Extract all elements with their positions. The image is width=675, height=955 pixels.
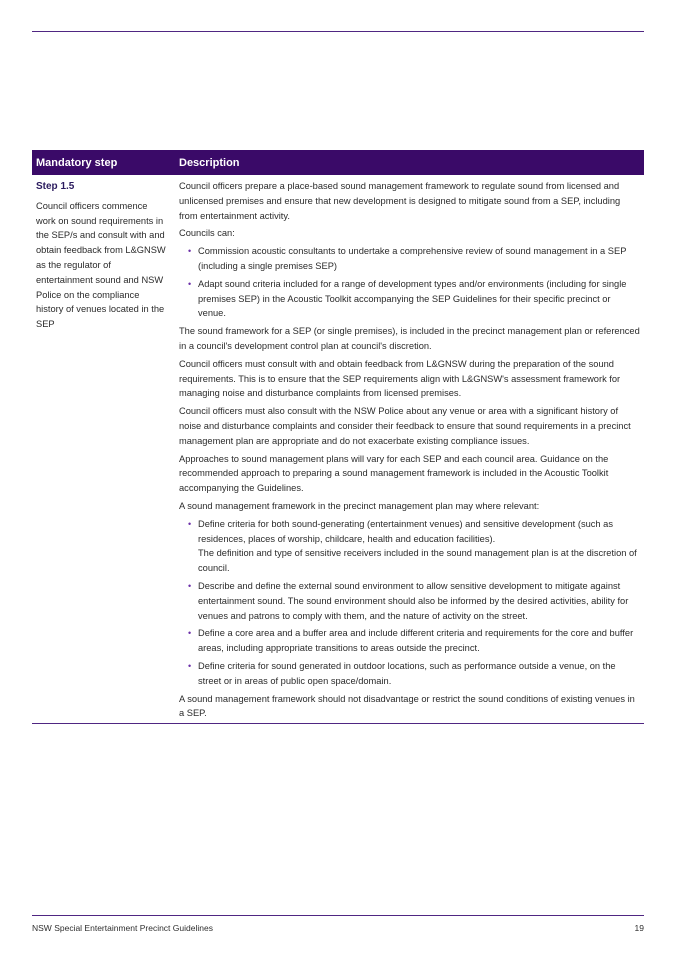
description-paragraph: A sound management framework should not disadvantage or restrict the sound conditions of existing venues in a SEP.: [179, 693, 635, 719]
description-paragraph: A sound management framework in the precinct management plan may where relevant:: [179, 500, 540, 511]
page-number: 19: [634, 923, 644, 933]
table-header-row: [32, 150, 644, 175]
footer-rule: [32, 915, 644, 916]
bullet-icon: •: [188, 660, 192, 671]
description-paragraph: Council officers must also consult with the NSW Police about any venue or area with a significant history of noise and disturbance complaints and consider their feedback to ensure that sound requirements in a precinct management plan are appropriate and do not exacerbate existing compliance issues.: [179, 406, 631, 446]
step-text: Council officers commence work on sound requirements in the SEP/s and consult with and obtain feedback from L&GNSW as the regulator of entertainment sound and NSW Police on the compliance history of venues located in the SEP: [36, 200, 166, 330]
column-header-description: Description: [175, 150, 644, 175]
list-item: [188, 244, 640, 274]
description-cell: [175, 175, 644, 724]
bullet-list: [179, 517, 640, 689]
list-item-text: Adapt sound criteria included for a range of development types and/or environments (including for single premises SEP) in the Acoustic Toolkit accompanying the SEP Guidelines for their specific precinct or venue.: [198, 278, 627, 319]
list-item: [188, 659, 640, 689]
description-paragraph: Council officers prepare a place-based sound management framework to regulate sound from licensed and unlicensed premises and ensure that new development is designed to mitigate sound from a SEP, including from entertainment activity.: [179, 181, 621, 221]
description-paragraph: The sound framework for a SEP (or single premises), is included in the precinct management plan or referenced in a council's development control plan at council's discretion.: [179, 326, 640, 351]
description-paragraph: Councils can:: [179, 228, 235, 239]
list-item-text: Define a core area and a buffer area and include different criteria and requirements for the core and buffer areas, including appropriate transitions to areas outside the precinct.: [198, 628, 634, 654]
top-rule: [32, 31, 644, 32]
description-paragraph: Council officers must consult with and obtain feedback from L&GNSW during the preparation of the sound requirements. This is to ensure that the SEP requirements align with L&GNSW's assessment framework for managing noise and disturbance complaints from licensed premises.: [179, 358, 621, 399]
list-item-text: Commission acoustic consultants to undertake a comprehensive review of sound management in a SEP (including a single premises SEP): [198, 246, 627, 271]
column-header-mandatory-step: Mandatory step: [32, 150, 175, 175]
list-item: [188, 277, 640, 321]
list-item-text: Describe and define the external sound environment to allow sensitive development to mitigate against entertainment sound. The sound environment should also be informed by the desired activities, ability for venues and patrons to comply with them, and the nature of activity on the street.: [198, 580, 629, 621]
step-cell: [32, 175, 175, 724]
list-item: [188, 626, 640, 656]
bullet-icon: •: [188, 628, 192, 639]
bullet-icon: •: [188, 278, 192, 289]
bullet-icon: •: [188, 518, 192, 529]
bullet-list: [179, 244, 640, 321]
list-item-text: Define criteria for sound generated in outdoor locations, such as performance outside a venue, on the street or in areas of public open space/domain.: [198, 660, 616, 686]
bullet-icon: •: [188, 580, 192, 591]
list-item: [188, 579, 640, 623]
bullet-icon: •: [188, 246, 192, 257]
description-paragraph: Approaches to sound management plans will vary for each SEP and each council area. Guidance on the recommended approach to preparing a sound management framework is included in the Acoustic Toolkit accompanying the Guidelines.: [179, 453, 609, 494]
page-footer: [32, 923, 644, 933]
list-item-text: The definition and type of sensitive receivers included in the sound management plan is at the discretion of council.: [198, 548, 637, 574]
footer-title: NSW Special Entertainment Precinct Guidelines: [32, 923, 213, 933]
list-item: [188, 517, 640, 576]
table-row: [32, 175, 644, 724]
mandatory-steps-table: [32, 150, 644, 724]
list-item-text: Define criteria for both sound-generating (entertainment venues) and sensitive development (such as residences, places of worship, childcare, health and education facilities).: [198, 518, 613, 544]
step-label: Step 1.5: [36, 181, 75, 192]
